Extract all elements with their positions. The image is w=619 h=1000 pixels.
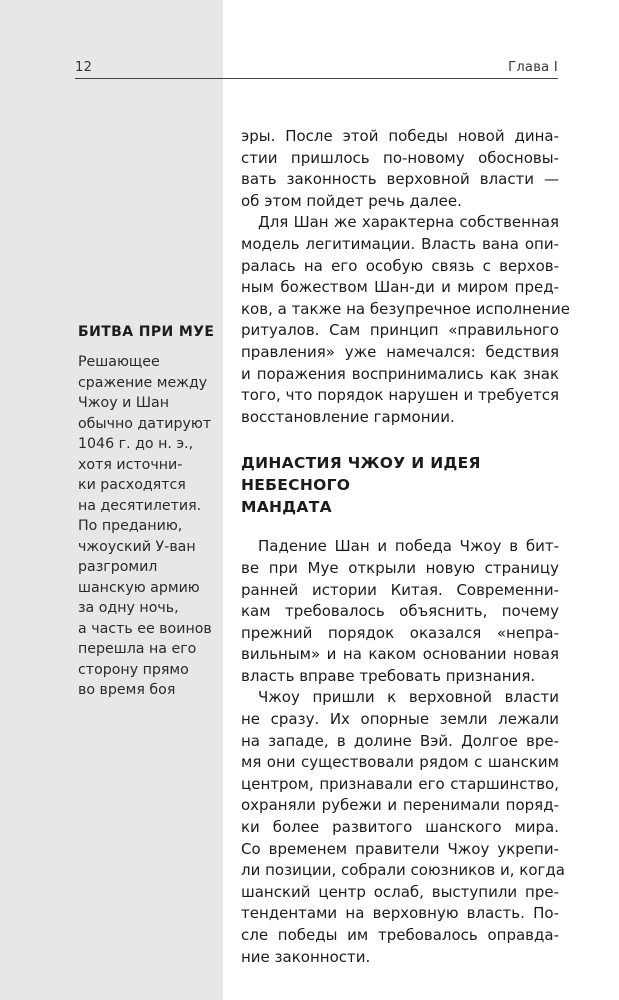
text-line: и поражения воспринимались как знак: [241, 364, 559, 383]
sidebar-line: ки расходятся: [78, 477, 186, 493]
paragraph-4: [241, 687, 565, 968]
sidebar-line: Чжоу и Шан: [78, 395, 169, 411]
text-line: кам требовалось объяснить, почему: [241, 602, 559, 621]
running-head: [75, 56, 558, 79]
text-line: ли позиции, собрали союзников и, когда: [241, 861, 565, 880]
main-text: [241, 126, 570, 968]
text-line: прежний порядок оказался «непра-: [241, 623, 559, 642]
sidebar-line: шанскую армию: [78, 579, 200, 596]
text-line: ритуалов. Сам принцип «правильного: [241, 321, 559, 340]
text-line: центром, признавали его старшинство,: [241, 774, 559, 793]
sidebar-line: По преданию,: [78, 518, 183, 534]
sidebar-line: за одну ночь,: [78, 600, 179, 616]
text-line: не сразу. Их опорные земли лежали: [241, 710, 559, 729]
sidebar-line: обычно датируют: [78, 415, 212, 432]
text-line: охраняли рубежи и перенимали поряд-: [241, 796, 559, 815]
text-line: на западе, в долине Вэй. Долгое вре-: [241, 731, 559, 750]
text-line: тендентами на верховную власть. По-: [241, 904, 559, 923]
text-line: правления» уже намечался: бедствия: [241, 342, 559, 361]
text-line: стии пришлось по-новому обосновы-: [241, 148, 559, 167]
heading-line: МАНДАТА: [241, 498, 332, 517]
text-line: ков, а также на безупречное исполнение: [241, 299, 570, 318]
text-line: ным божеством Шан-ди и миром пред-: [241, 278, 559, 297]
text-line: шанский центр ослаб, выступили пре-: [241, 882, 559, 901]
section-heading: [241, 452, 559, 518]
text-line: эры. После этой победы новой дина-: [241, 127, 559, 145]
text-line: власть вправе требовать признания.: [241, 666, 536, 685]
text-line: Падение Шан и победа Чжоу в бит-: [258, 537, 559, 556]
text-line: мя они существовали рядом с шанским: [241, 753, 559, 772]
sidebar-line: на десятилетия.: [78, 497, 202, 514]
sidebar-line: во время боя: [78, 682, 176, 698]
text-line: ранней истории Китая. Современни-: [241, 580, 559, 599]
sidebar-title: БИТВА ПРИ МУЕ: [78, 324, 215, 340]
paragraph-1: [241, 126, 559, 212]
text-line: вать законность верховной власти —: [241, 170, 559, 189]
text-line: ки более развитого шанского мира.: [241, 818, 559, 837]
sidebar-line: а часть ее воинов: [78, 620, 212, 637]
sidebar-line: хотя источни-: [78, 456, 183, 473]
text-line: ние законности.: [241, 947, 371, 966]
text-line: ралась на его особую связь с верхов-: [241, 256, 559, 275]
sidebar-line: разгромил: [78, 559, 158, 575]
heading-line: ДИНАСТИЯ ЧЖОУ И ИДЕЯ НЕБЕСНОГО: [241, 454, 481, 495]
text-line: модель легитимации. Власть вана опи-: [241, 234, 559, 253]
text-line: того, что порядок нарушен и требуется: [241, 386, 559, 405]
text-line: ве при Муе открыли новую страницу: [241, 558, 559, 577]
sidebar-line: Решающее: [78, 354, 160, 370]
text-line: Чжоу пришли к верховной власти: [258, 688, 559, 707]
paragraph-2: [241, 212, 570, 428]
chapter-label: Глава I: [508, 60, 558, 75]
sidebar-line: перешла на его: [78, 641, 197, 657]
sidebar-line: 1046 г. до н. э.,: [78, 436, 194, 452]
sidebar-line: сторону прямо: [78, 661, 189, 678]
paragraph-3: [241, 536, 559, 687]
text-line: Со временем правители Чжоу укрепи-: [241, 839, 559, 858]
sidebar-line: сражение между: [78, 374, 208, 391]
text-line: сле победы им требовалось оправда-: [241, 926, 559, 944]
text-line: об этом пойдет речь далее.: [241, 191, 462, 210]
sidebar-line: чжоуский У-ван: [78, 538, 196, 555]
page-number: 12: [75, 60, 93, 75]
text-line: Для Шан же характерна собственная: [258, 213, 559, 232]
sidebar-text: [78, 352, 220, 701]
text-line: восстановление гармонии.: [241, 407, 455, 426]
sidebar-note: [78, 324, 220, 701]
text-line: вильным» и на каком основании новая: [241, 645, 559, 664]
